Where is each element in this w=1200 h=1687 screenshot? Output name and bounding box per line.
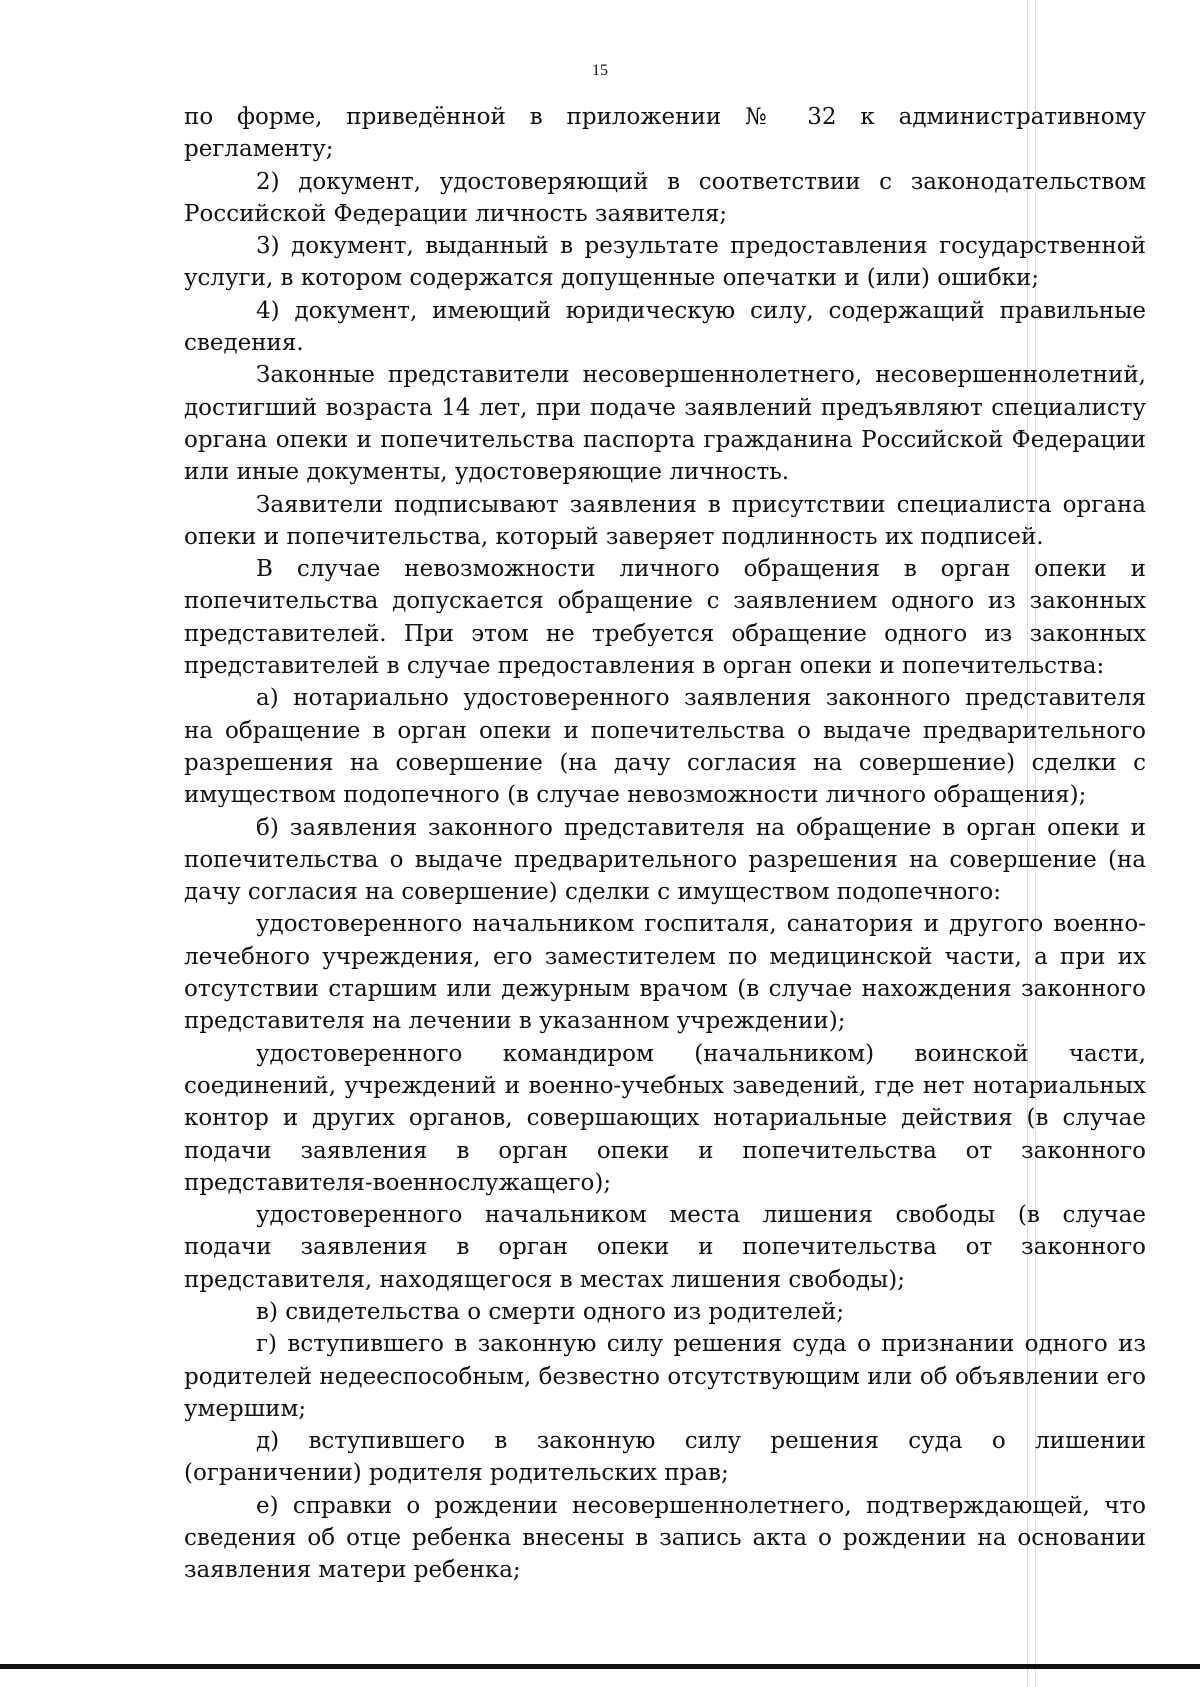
list-item-4: 4) документ, имеющий юридическую силу, содержащий правильные сведения.	[184, 297, 1146, 357]
document-body	[184, 101, 1146, 1587]
list-item-e: е) справки о рождении несовершеннолетнего, подтверждающей, что сведения об отце ребенка внесены в запись акта о рождении на основании заявления матери ребенка;	[184, 1492, 1146, 1584]
list-item-3: 3) документ, выданный в результате предоставления государственной услуги, в котором содержатся допущенные опечатки и (или) ошибки;	[184, 233, 1146, 292]
bottom-border-line	[0, 1664, 1200, 1669]
sub-item-military: удостоверенного командиром (начальником) воинской части, соединений, учреждений и военно-учебных заведений, где нет нотариальных контор и других органов, совершающих нотариальные действия (в случае подачи заявления в орган опеки и попечительства от законного представителя-военнослужащего);	[184, 1040, 1146, 1196]
list-item-g: г) вступившего в законную силу решения суда о признании одного из родителей недееспособным, безвестно отсутствующим или об объявлении его умершим;	[184, 1331, 1146, 1422]
paragraph-impossibility: В случае невозможности личного обращения в орган опеки и попечительства допускается обращение с заявлением одного из законных представителей. При этом не требуется обращение одного из законных представителей в случае предоставления в орган опеки и попечительства:	[184, 556, 1146, 680]
paragraph-applicants-sign: Заявители подписывают заявления в присутствии специалиста органа опеки и попечительства, который заверяет подлинность их подписей.	[184, 491, 1146, 550]
sub-item-hospital: удостоверенного начальником госпиталя, санатория и другого военно-лечебного учреждения, его заместителем по медицинской части, а при их отсутствии старшим или дежурным врачом (в случае нахождения законного представителя на лечении в указанном учреждении);	[184, 911, 1146, 1035]
list-item-b: б) заявления законного представителя на обращение в орган опеки и попечительства о выдаче предварительного разрешения на совершение (на дачу согласия на совершение) сделки с имуществом подопечного:	[184, 814, 1146, 906]
page-number: 15	[592, 62, 608, 79]
paragraph-legal-representatives: Законные представители несовершеннолетнего, несовершеннолетний, достигший возраста 14 лет, при подаче заявлений предъявляют специалисту органа опеки и попечительства паспорта гражданина Российской Федерации или иные документы, удостоверяющие личность.	[184, 362, 1146, 486]
paragraph-continuation: по форме, приведённой в приложении № 32 к административному регламенту;	[184, 104, 1146, 163]
list-item-2: 2) документ, удостоверяющий в соответствии с законодательством Российской Федерации личность заявителя;	[184, 168, 1146, 227]
list-item-v: в) свидетельства о смерти одного из родителей;	[256, 1298, 845, 1325]
list-item-d: д) вступившего в законную силу решения суда о лишении (ограничении) родителя родительских прав;	[184, 1428, 1146, 1487]
list-item-a: а) нотариально удостоверенного заявления законного представителя на обращение в орган опеки и попечительства о выдаче предварительного разрешения на совершение (на дачу согласия на совершение) сделки с имуществом подопечного (в случае невозможности личного обращения);	[184, 685, 1146, 809]
sub-item-prison: удостоверенного начальником места лишения свободы (в случае подачи заявления в орган опеки и попечительства от законного представителя, находящегося в местах лишения свободы);	[184, 1202, 1146, 1293]
